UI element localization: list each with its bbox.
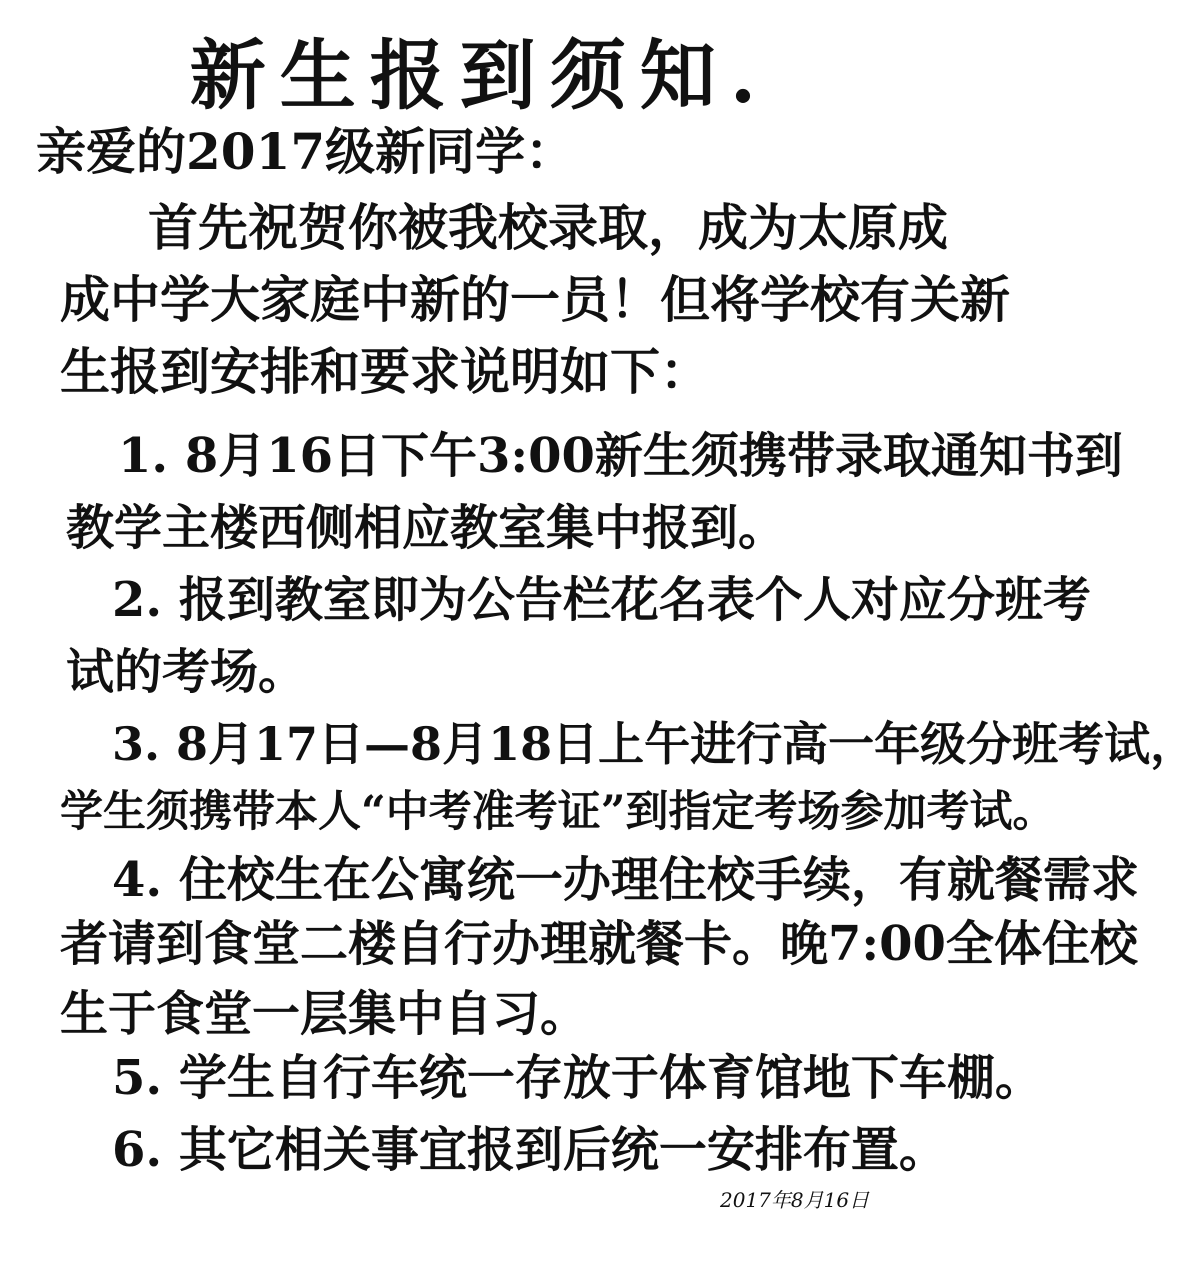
item-4-line-1: 4. 住校生在公寓统一办理住校手续，有就餐需求 (112, 852, 1139, 908)
item-1-line-1: 1. 8月16日下午3:00新生须携带录取通知书到 (118, 428, 1123, 484)
item-3-line-1: 3. 8月17日—8月18日上午进行高一年级分班考试， (112, 717, 1196, 771)
intro-line-1: 首先祝贺你被我校录取，成为太原成 (148, 198, 948, 257)
item-2-line-2: 试的考场。 (66, 644, 307, 700)
item-4-line-2: 者请到食堂二楼自行办理就餐卡。晚7:00全体住校 (60, 916, 1138, 972)
notice-date: 2017年8月16日 (720, 1188, 870, 1212)
item-1-line-2: 教学主楼西侧相应教室集中报到。 (66, 500, 787, 556)
item-4-line-3: 生于食堂一层集中自习。 (60, 986, 589, 1042)
item-2-line-1: 2. 报到教室即为公告栏花名表个人对应分班考 (112, 572, 1091, 628)
item-5-line-1: 5. 学生自行车统一存放于体育馆地下车棚。 (112, 1050, 1043, 1106)
intro-line-3: 生报到安排和要求说明如下： (60, 342, 710, 401)
intro-line-2: 成中学大家庭中新的一员！但将学校有关新 (60, 270, 1010, 329)
greeting: 亲爱的2017级新同学： (36, 122, 576, 181)
notice-title: 新生报到须知. (189, 31, 771, 120)
item-6-line-1: 6. 其它相关事宜报到后统一安排布置。 (112, 1122, 947, 1178)
item-3-line-2: 学生须携带本人“中考准考证”到指定考场参加考试。 (60, 787, 1056, 837)
